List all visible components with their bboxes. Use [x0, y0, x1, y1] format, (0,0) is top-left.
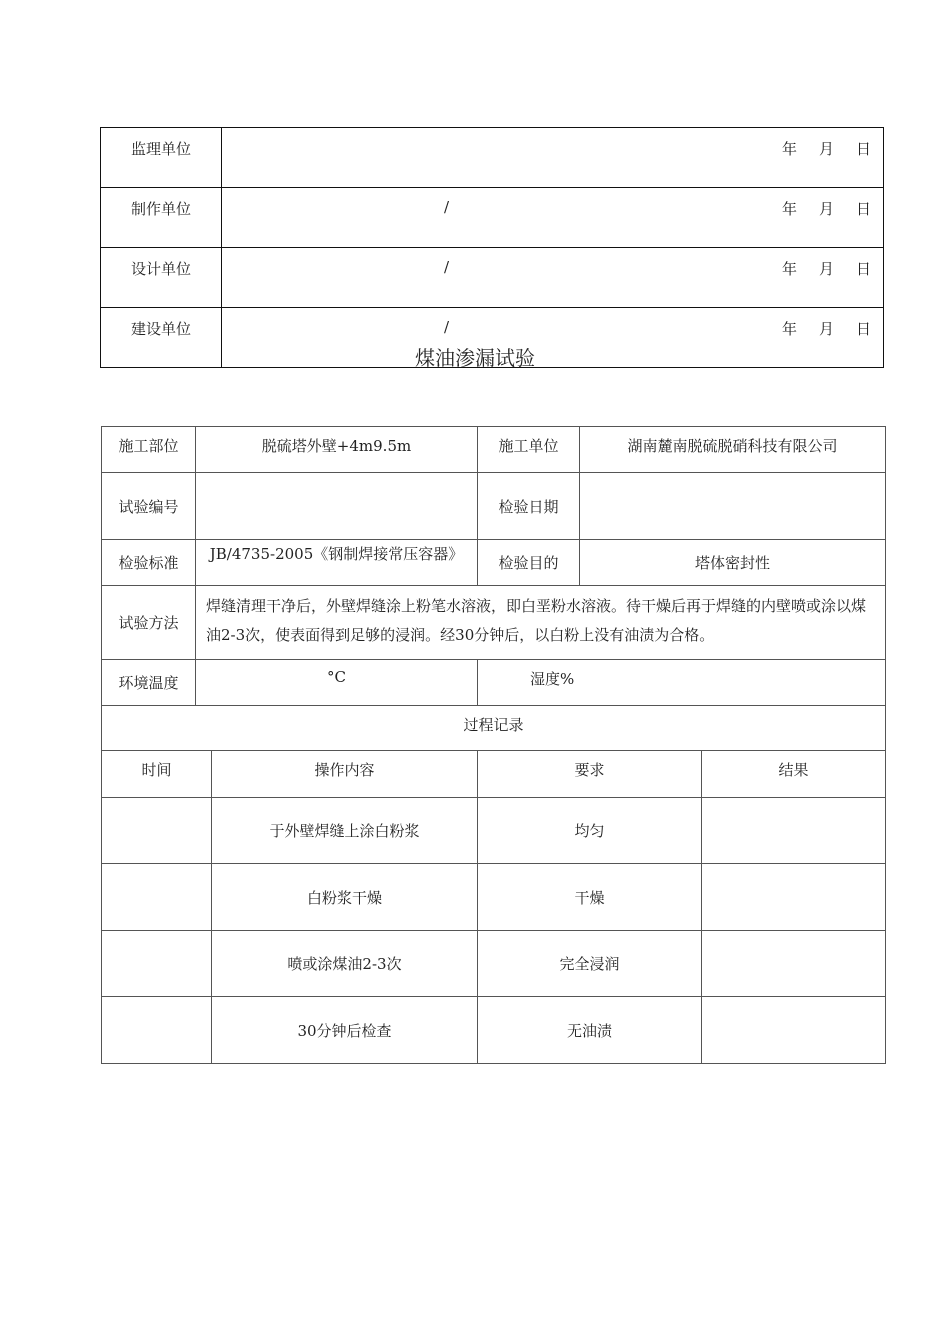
form-row [102, 473, 886, 540]
signature-date: 年 月 日 [781, 140, 871, 158]
form-row [102, 660, 886, 706]
record-time[interactable] [102, 997, 212, 1064]
record-row [102, 798, 886, 864]
purpose-value[interactable]: 塔体密封性 [580, 540, 886, 586]
record-result[interactable] [702, 997, 886, 1064]
record-requirement: 均匀 [478, 798, 702, 864]
record-header-time: 时间 [102, 751, 212, 798]
page-title: 煤油渗漏试验 [415, 346, 535, 370]
signature-label: 制作单位 [101, 188, 222, 248]
signature-value: / [444, 258, 450, 276]
record-requirement: 干燥 [478, 864, 702, 931]
signature-row [101, 248, 884, 308]
record-header-result: 结果 [702, 751, 886, 798]
construction-unit-value[interactable]: 湖南麓南脱硫脱硝科技有限公司 [580, 427, 886, 473]
record-time[interactable] [102, 798, 212, 864]
record-row [102, 864, 886, 931]
form-row [102, 540, 886, 586]
method-label: 试验方法 [102, 586, 196, 660]
signature-value: / [444, 318, 450, 336]
env-temp-label: 环境温度 [102, 660, 196, 706]
test-no-label: 试验编号 [102, 473, 196, 540]
record-time[interactable] [102, 931, 212, 997]
record-operation: 于外壁焊缝上涂白粉浆 [212, 798, 478, 864]
signature-label: 监理单位 [101, 128, 222, 188]
inspect-date-label: 检验日期 [478, 473, 580, 540]
signature-label: 设计单位 [101, 248, 222, 308]
record-result[interactable] [702, 931, 886, 997]
standard-value[interactable]: JB/4735-2005《钢制焊接常压容器》 [196, 540, 478, 586]
signature-date: 年 月 日 [781, 260, 871, 278]
signature-row [101, 188, 884, 248]
method-value[interactable]: 焊缝清理干净后，外壁焊缝涂上粉笔水溶液，即白垩粉水溶液。待干燥后再于焊缝的内壁喷或涂以煤油2-3次，使表面得到足够的浸润。经30分钟后，以白粉上没有油渍为合格。 [196, 586, 886, 660]
form-row [102, 427, 886, 473]
form-row [102, 706, 886, 751]
signature-table [100, 127, 884, 368]
record-row [102, 997, 886, 1064]
construction-part-label: 施工部位 [102, 427, 196, 473]
record-operation: 白粉浆干燥 [212, 864, 478, 931]
signature-label: 建设单位 [101, 308, 222, 368]
record-header-requirement: 要求 [478, 751, 702, 798]
record-row [102, 931, 886, 997]
signature-value: / [444, 198, 450, 216]
signature-field[interactable] [222, 248, 884, 308]
purpose-label: 检验目的 [478, 540, 580, 586]
record-operation: 喷或涂煤油2-3次 [212, 931, 478, 997]
record-time[interactable] [102, 864, 212, 931]
signature-row [101, 128, 884, 188]
signature-date: 年 月 日 [781, 200, 871, 218]
record-requirement: 无油渍 [478, 997, 702, 1064]
form-row [102, 586, 886, 660]
test-form-table [101, 426, 886, 1064]
signature-field[interactable] [222, 188, 884, 248]
test-no-value[interactable] [196, 473, 478, 540]
signature-date: 年 月 日 [781, 320, 871, 338]
standard-label: 检验标准 [102, 540, 196, 586]
construction-part-value[interactable]: 脱硫塔外壁+4m9.5m [196, 427, 478, 473]
process-record-label: 过程记录 [102, 706, 886, 751]
humidity-label[interactable]: 湿度% [478, 660, 886, 706]
record-operation: 30分钟后检查 [212, 997, 478, 1064]
signature-field[interactable] [222, 128, 884, 188]
record-result[interactable] [702, 864, 886, 931]
record-result[interactable] [702, 798, 886, 864]
record-requirement: 完全浸润 [478, 931, 702, 997]
record-header-row [102, 751, 886, 798]
construction-unit-label: 施工单位 [478, 427, 580, 473]
env-temp-value[interactable]: °C [196, 660, 478, 706]
record-header-operation: 操作内容 [212, 751, 478, 798]
inspect-date-value[interactable] [580, 473, 886, 540]
